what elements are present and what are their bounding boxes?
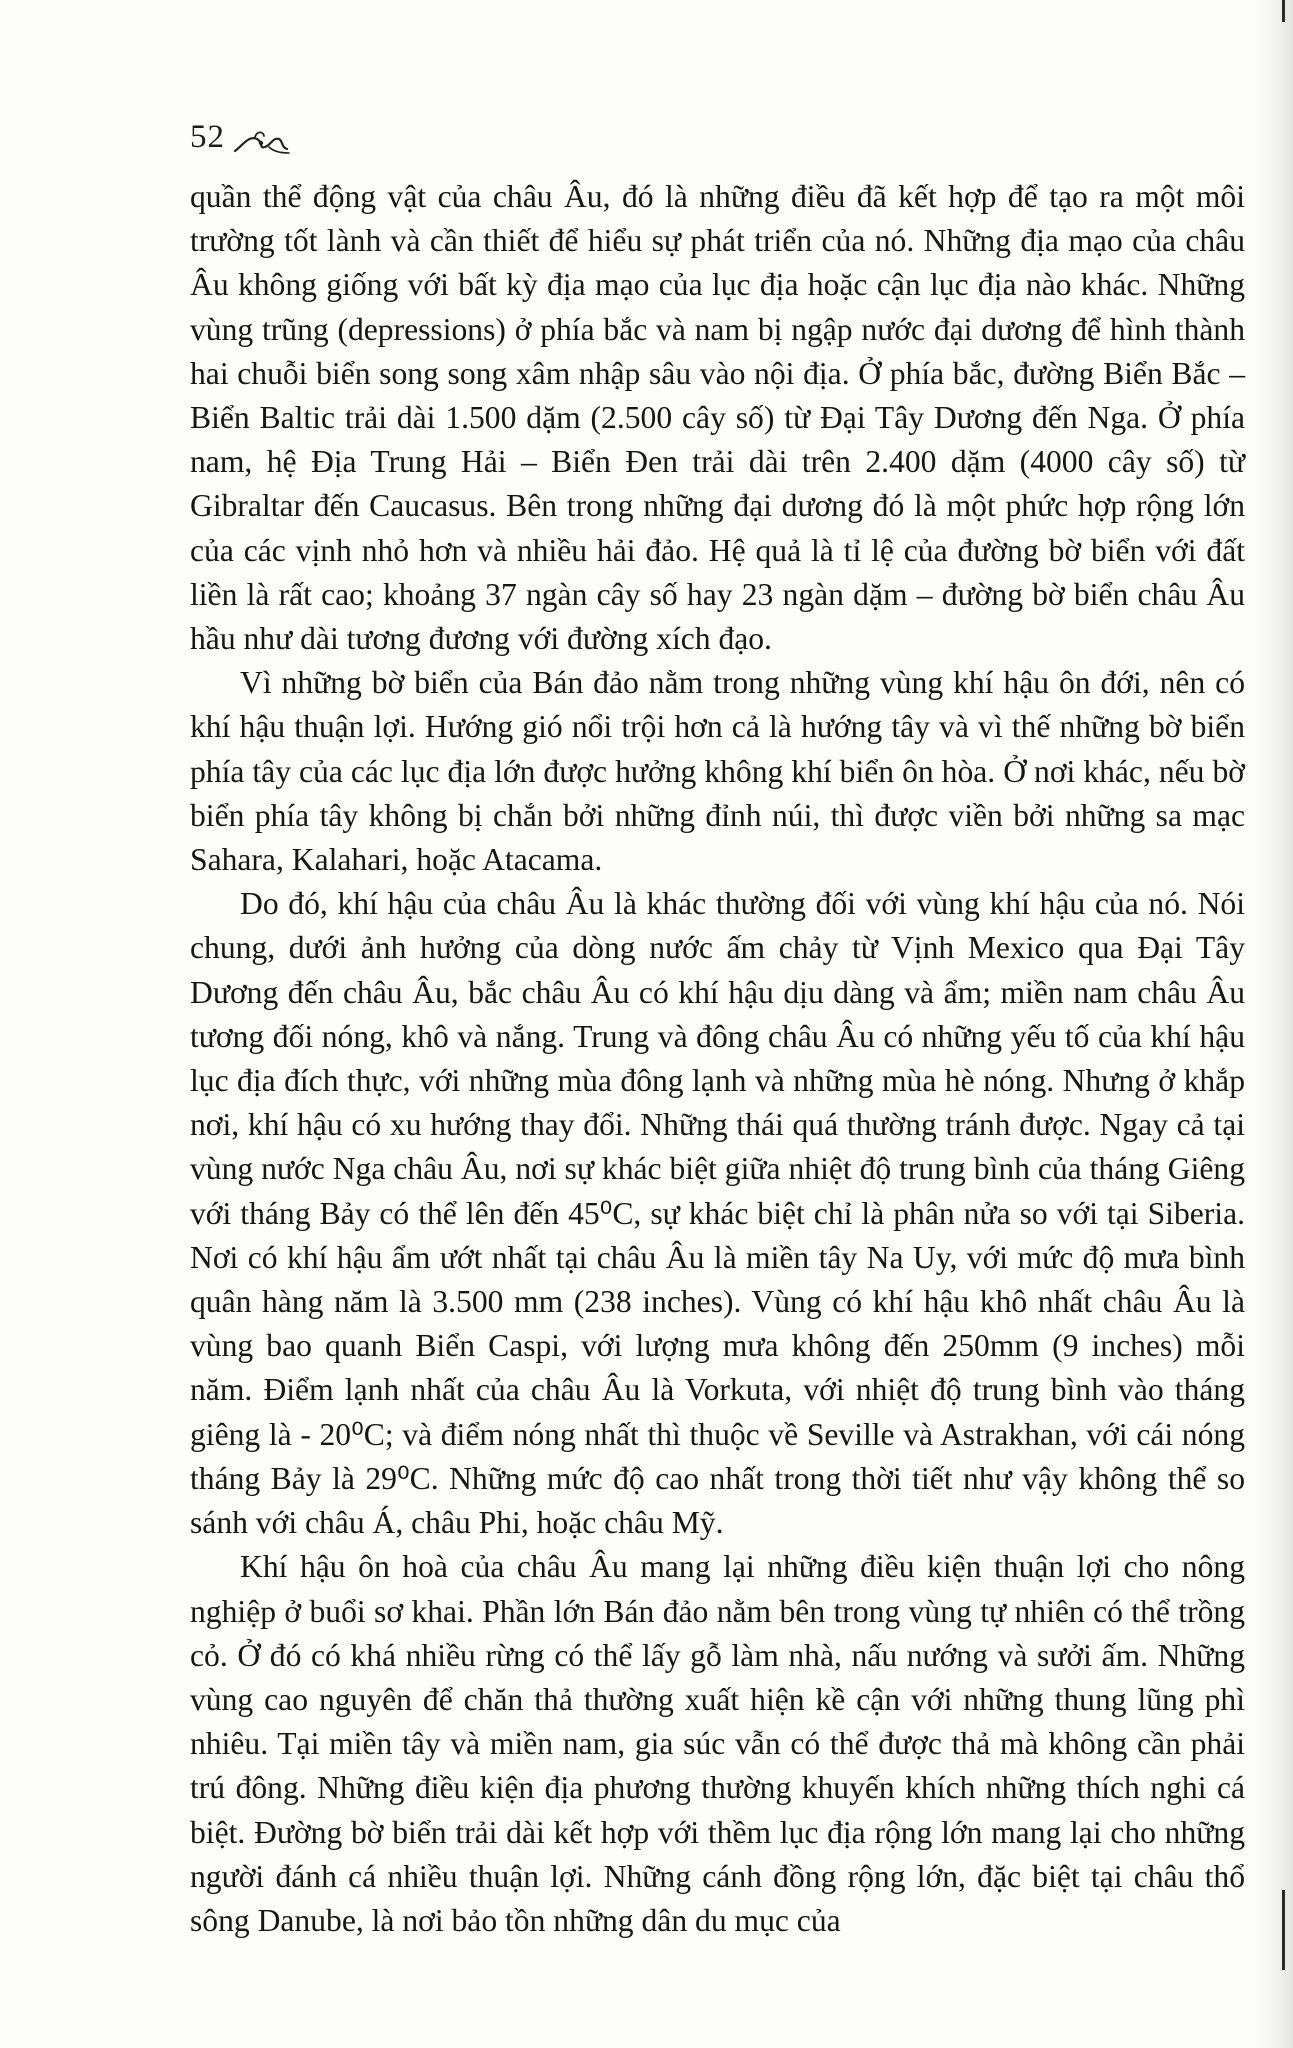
paragraph-climate-europe: Do đó, khí hậu của châu Âu là khác thường đối với vùng khí hậu của nó. Nói chung, dưới ảnh hưởng của dòng nước ấm chảy từ Vịnh Mexico qua Đại Tây Dương đến châu Âu, bắc châu Âu có khí hậu dịu dàng và ẩm; miền nam châu Âu tương đối nóng, khô và nắng. Trung và đông châu Âu có những yếu tố của khí hậu lục địa đích thực, với những mùa đông lạnh và những mùa hè nóng. Nhưng ở khắp nơi, khí hậu có xu hướng thay đổi. Những thái quá thường tránh được. Ngay cả tại vùng nước Nga châu Âu, nơi sự khác biệt giữa nhiệt độ trung bình của tháng Giêng với tháng Bảy có thể lên đến 45⁰C, sự khác biệt chỉ là phân nửa so với tại Siberia. Nơi có khí hậu ẩm ướt nhất tại châu Âu là miền tây Na Uy, với mức độ mưa bình quân hàng năm là 3.500 mm (238 inches). Vùng có khí hậu khô nhất châu Âu là vùng bao quanh Biển Caspi, với lượng mưa không đến 250mm (9 inches) mỗi năm. Điểm lạnh nhất của châu Âu là Vorkuta, với nhiệt độ trung bình vào tháng giêng là - 20⁰C; và điểm nóng nhất thì thuộc về Seville và Astrakhan, với cái nóng tháng Bảy là 29⁰C. Những mức độ cao nhất trong thời tiết như vậy không thể so sánh với châu Á, châu Phi, hoặc châu Mỹ.	[190, 886, 1245, 1541]
page-number: 52	[190, 118, 225, 155]
page-header	[190, 112, 291, 162]
body-text	[190, 175, 1245, 1943]
paragraph-climate-coasts: Vì những bờ biển của Bán đảo nằm trong những vùng khí hậu ôn đới, nên có khí hậu thuận lợi. Hướng gió nổi trội hơn cả là hướng tây và vì thế những bờ biển phía tây của các lục địa lớn được hưởng không khí biển ôn hòa. Ở nơi khác, nếu bờ biển phía tây không bị chắn bởi những đỉnh núi, thì được viền bởi những sa mạc Sahara, Kalahari, hoặc Atacama.	[190, 665, 1245, 878]
paragraph-agriculture: Khí hậu ôn hoà của châu Âu mang lại những điều kiện thuận lợi cho nông nghiệp ở buổi sơ khai. Phần lớn Bán đảo nằm bên trong vùng tự nhiên có thể trồng cỏ. Ở đó có khá nhiều rừng có thể lấy gỗ làm nhà, nấu nướng và sưởi ấm. Những vùng cao nguyên để chăn thả thường xuất hiện kề cận với những thung lũng phì nhiêu. Tại miền tây và miền nam, gia súc vẫn có thể được thả mà không cần phải trú đông. Những điều kiện địa phương thường khuyến khích những thích nghi cá biệt. Đường bờ biển trải dài kết hợp với thềm lục địa rộng lớn mang lại cho những người đánh cá nhiều thuận lợi. Những cánh đồng rộng lớn, đặc biệt tại châu thổ sông Danube, là nơi bảo tồn những dân du mục của	[190, 1549, 1245, 1938]
decorative-flourish-icon	[233, 127, 291, 157]
page-spine-edge	[1255, 0, 1293, 2048]
paragraph-continuation: quần thể động vật của châu Âu, đó là những điều đã kết hợp để tạo ra một môi trường tốt lành và cần thiết để hiểu sự phát triển của nó. Những địa mạo của châu Âu không giống với bất kỳ địa mạo của lục địa hoặc cận lục địa nào khác. Những vùng trũng (depressions) ở phía bắc và nam bị ngập nước đại dương để hình thành hai chuỗi biển song song xâm nhập sâu vào nội địa. Ở phía bắc, đường Biển Bắc – Biển Baltic trải dài 1.500 dặm (2.500 cây số) từ Đại Tây Dương đến Nga. Ở phía nam, hệ Địa Trung Hải – Biển Đen trải dài trên 2.400 dặm (4000 cây số) từ Gibraltar đến Caucasus. Bên trong những đại dương đó là một phức hợp rộng lớn của các vịnh nhỏ hơn và nhiều hải đảo. Hệ quả là tỉ lệ của đường bờ biển với đất liền là rất cao; khoảng 37 ngàn cây số hay 23 ngàn dặm – đường bờ biển châu Âu hầu như dài tương đương với đường xích đạo.	[190, 179, 1245, 657]
spine-mark	[1282, 1890, 1285, 1970]
spine-mark	[1282, 0, 1285, 22]
